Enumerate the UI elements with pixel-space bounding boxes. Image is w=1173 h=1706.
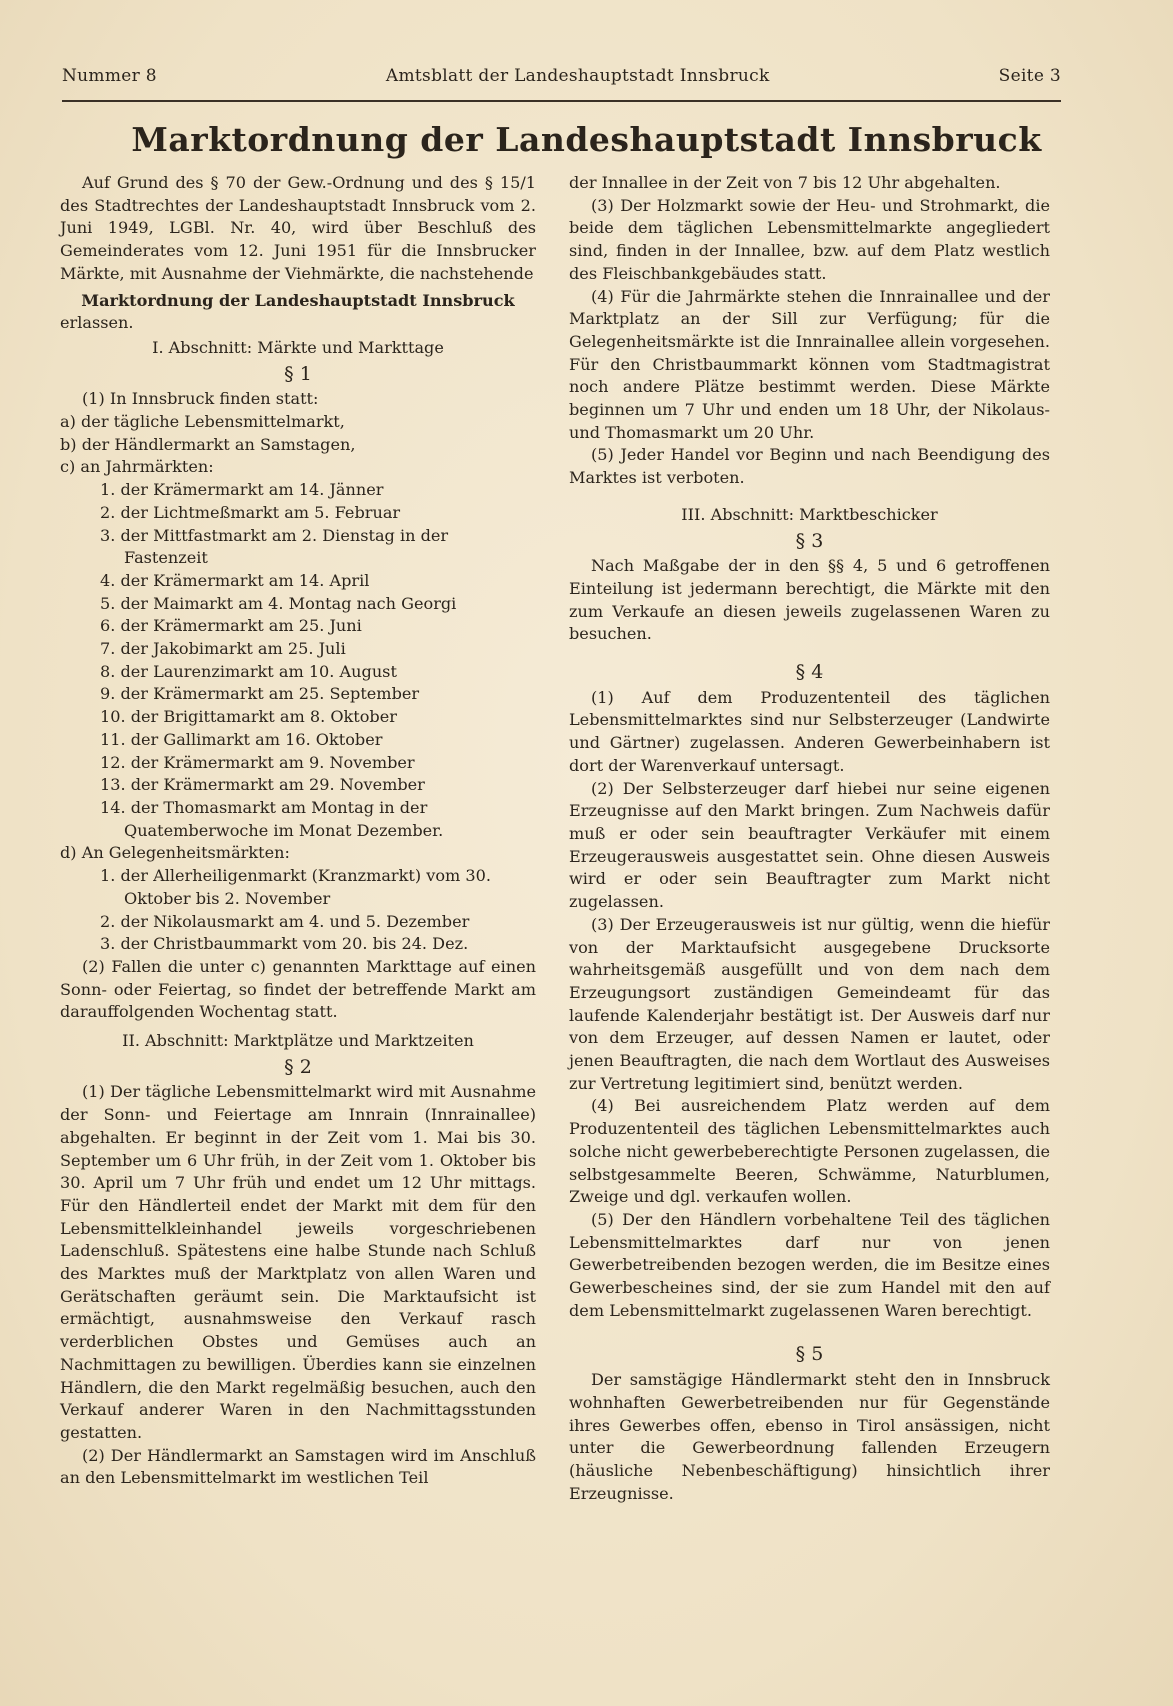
- list-item: 14. der Thomasmarkt am Montag in der Quatemberwoche im Monat Dezember.: [100, 797, 444, 840]
- list-item: 9. der Krämermarkt am 25. September: [100, 684, 420, 704]
- list-item: 10. der Brigittamarkt am 8. Oktober: [100, 707, 397, 727]
- enacted-text: erlassen.: [60, 313, 134, 333]
- paragraph-4-clause-2: (2) Der Selbsterzeuger darf hiebei nur seine eigenen Erzeugnisse auf den Markt bringen. Zum Nachweis dafür muß er oder sein beauftragter Verkäufer mit einem Erzeugerausweis ausgestattet sein. Ohne diesen Ausweis wird er oder sein Beauftragter zum Markt nicht zugelassen.: [569, 778, 1050, 912]
- occasional-markets-list: [60, 865, 536, 956]
- list-item: 2. der Nikolausmarkt am 4. und 5. Dezember: [100, 911, 470, 931]
- header-rule: [62, 100, 1061, 102]
- item-a: a) der tägliche Lebensmittelmarkt,: [60, 412, 345, 432]
- paragraph-4-clause-4: (4) Bei ausreichendem Platz werden auf dem Produzententeil des täglichen Lebensmittelmarktes auch solche nicht gewerbeberechtigte Personen zugelassen, die selbstgesammelte Beeren, Schwämme, Naturblumen, Zweige und dgl. verkaufen wollen.: [569, 1096, 1050, 1207]
- paragraph-4-heading: § 4: [795, 661, 824, 684]
- intro-paragraph: Auf Grund des § 70 der Gew.-Ordnung und des § 15/1 des Stadtrechtes der Landeshauptstadt Innsbruck vom 2. Juni 1949, LGBl. Nr. 40, wird über Beschluß des Gemeinderates vom 12. Juni 1951 für die Innsbrucker Märkte, mit Ausnahme der Viehmärkte, die nachstehende: [60, 173, 536, 283]
- issue-number: Nummer 8: [62, 66, 157, 86]
- list-item: 2. der Lichtmeßmarkt am 5. Februar: [100, 502, 401, 522]
- list-item: 3. der Christbaummarkt vom 20. bis 24. Dez.: [100, 934, 469, 954]
- ordinance-name: Marktordnung der Landeshauptstadt Innsbruck: [81, 290, 515, 310]
- paragraph-2-clause-5: (5) Jeder Handel vor Beginn und nach Beendigung des Marktes ist verboten.: [569, 445, 1050, 488]
- paragraph-3-text: Nach Maßgabe der in den §§ 4, 5 und 6 getroffenen Einteilung ist jedermann berechtigt, die Märkte mit den zum Verkaufe an diesen jeweils zugelassenen Waren zu besuchen.: [569, 556, 1050, 644]
- list-item: 12. der Krämermarkt am 9. November: [100, 752, 415, 772]
- section-2-title: II. Abschnitt: Marktplätze und Marktzeiten: [122, 1031, 474, 1051]
- item-d: d) An Gelegenheitsmärkten:: [60, 843, 290, 863]
- list-item: 1. der Krämermarkt am 14. Jänner: [100, 480, 384, 500]
- paragraph-2-clause-2-continued: der Innallee in der Zeit von 7 bis 12 Uhr abgehalten.: [569, 173, 1001, 192]
- publication-title: Amtsblatt der Landeshauptstadt Innsbruck: [385, 66, 770, 86]
- yearly-markets-list: [60, 479, 536, 842]
- item-b: b) der Händlermarkt an Samstagen,: [60, 434, 356, 454]
- paragraph-4-clause-1: (1) Auf dem Produzententeil des täglichen Lebensmittelmarktes sind nur Selbsterzeuger (Landwirte und Gärtner) zugelassen. Anderen Gewerbeinhabern ist dort der Warenverkauf untersagt.: [569, 687, 1050, 775]
- paragraph-2-clause-3: (3) Der Holzmarkt sowie der Heu- und Strohmarkt, die beide dem täglichen Lebensmittelmarkte angegliedert sind, finden in der Innallee, bzw. auf dem Platz westlich des Fleischbankgebäudes statt.: [569, 195, 1050, 283]
- left-column: [60, 172, 536, 1490]
- paragraph-2-clause-4: (4) Für die Jahrmärkte stehen die Innrainallee und der Marktplatz an der Sill zur Verfügung; für die Gelegenheitsmärkte ist die Innrainallee allein vorgesehen. Für den Christbaummarkt können vom Stadtmagistrat noch andere Plätze bestimmt werden. Diese Märkte beginnen um 7 Uhr und enden um 18 Uhr, der Nikolaus- und Thomasmarkt um 20 Uhr.: [569, 286, 1050, 442]
- paragraph-2-heading: § 2: [284, 1055, 312, 1078]
- page-number: Seite 3: [998, 66, 1061, 86]
- paragraph-4-clause-5: (5) Der den Händlern vorbehaltene Teil des täglichen Lebensmittelmarktes darf nur von jenen Gewerbetreibenden bezogen werden, die im Besitze eines Gewerbescheines sind, der sie zum Handel mit den auf dem Lebensmittelmarkt zugelassenen Waren berechtigt.: [569, 1209, 1050, 1320]
- right-column: [569, 172, 1050, 1505]
- page-header: [62, 66, 1061, 86]
- item-c: c) an Jahrmärkten:: [60, 457, 214, 477]
- paragraph-2-clause-2: (2) Der Händlermarkt an Samstagen wird im Anschluß an den Lebensmittelmarkt im westlichen Teil: [60, 1445, 536, 1488]
- paragraph-4-clause-3: (3) Der Erzeugerausweis ist nur gültig, wenn die hiefür von der Marktaufsicht ausgegebene Drucksorte wahrheitsgemäß ausgefüllt und von dem nach dem Erzeugungsort zuständigen Gemeindeamt für das laufende Kalenderjahr bestätigt ist. Der Ausweis darf nur von dem Erzeuger, auf dessen Namen er lautet, oder jenen Beauftragten, die nach dem Wortlaut des Ausweises zur Vertretung legitimiert sind, benützt werden.: [569, 914, 1050, 1093]
- section-1-title: I. Abschnitt: Märkte und Markttage: [152, 337, 444, 357]
- list-item: 6. der Krämermarkt am 25. Juni: [100, 616, 362, 636]
- paragraph-2-clause-1: (1) Der tägliche Lebensmittelmarkt wird mit Ausnahme der Sonn- und Feiertage am Innrain (Innrainallee) abgehalten. Er beginnt in der Zeit vom 1. Mai bis 30. September um 6 Uhr früh, in der Zeit vom 1. Oktober bis 30. April um 7 Uhr früh und endet um 12 Uhr mittags. Für den Händlerteil endet der Markt mit dem für den Lebensmittelkleinhandel jeweils vorgeschriebenen Ladenschluß. Spätestens eine halbe Stunde nach Schluß des Marktes muß der Marktplatz von allen Waren und Gerätschaften geräumt sein. Die Marktaufsicht ist ermächtigt, ausnahmsweise den Verkauf rasch verderblichen Obstes und Gemüses auch an Nachmittagen zu bewilligen. Überdies kann sie einzelnen Händlern, die den Markt regelmäßig besuchen, auch den Verkauf anderer Waren in den Nachmittagsstunden gestatten.: [60, 1082, 536, 1442]
- document-title: Marktordnung der Landeshauptstadt Innsbruck: [131, 120, 1042, 159]
- list-item: 7. der Jakobimarkt am 25. Juli: [100, 639, 346, 659]
- list-item: 11. der Gallimarkt am 16. Oktober: [100, 729, 383, 749]
- paragraph-3-heading: § 3: [795, 529, 824, 552]
- list-item: 1. der Allerheiligenmarkt (Kranzmarkt) vom 30. Oktober bis 2. November: [100, 866, 491, 908]
- paragraph-1-heading: § 1: [284, 362, 312, 385]
- paragraph-5-heading: § 5: [795, 1343, 824, 1366]
- paragraph-1-clause-2: (2) Fallen die unter c) genannten Markttage auf einen Sonn- oder Feiertag, so findet der betreffende Markt am darauffolgenden Wochentag statt.: [60, 956, 536, 1022]
- paragraph-1-clause-1: (1) In Innsbruck finden statt:: [82, 389, 319, 409]
- list-item: 8. der Laurenzimarkt am 10. August: [100, 661, 397, 681]
- list-item: 13. der Krämermarkt am 29. November: [100, 775, 425, 795]
- paragraph-5-text: Der samstägige Händlermarkt steht den in Innsbruck wohnhaften Gewerbetreibenden nur für Gegenstände ihres Gewerbes offen, ebenso in Tirol ansässigen, nicht unter die Gewerbeordnung fallenden Erzeugern (häusliche Nebenbeschäftigung) hinsichtlich ihrer Erzeugnisse.: [569, 1370, 1050, 1503]
- list-item: 5. der Maimarkt am 4. Montag nach Georgi: [100, 593, 457, 613]
- list-item: 3. der Mittfastmarkt am 2. Dienstag in der Fastenzeit: [100, 525, 449, 568]
- list-item: 4. der Krämermarkt am 14. April: [100, 570, 370, 590]
- section-3-title: III. Abschnitt: Marktbeschicker: [681, 504, 938, 524]
